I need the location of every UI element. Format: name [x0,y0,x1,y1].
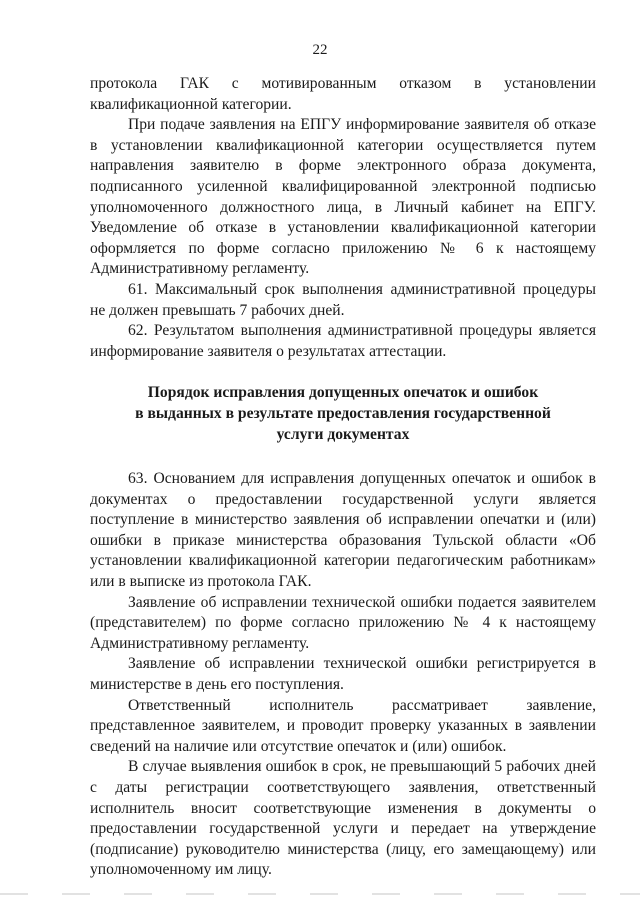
paragraph-errors-found: В случае выявления ошибок в срок, не превышающий 5 рабочих дней с даты регистрации соответствующего заявления, ответственный исполнитель вносит соответствующие изменения в документы о предоставлении государственной услуги и передает на утверждение (подписание) руководителю министерства (лицу, его замещающему) или уполномоченному им лицу. [90,758,596,879]
paragraphs-after-heading [90,469,596,881]
paragraph-62: 62. Результатом выполнения административной процедуры является информирование заявителя о результатах аттестации. [90,322,596,360]
section-heading-line-1: Порядок исправления допущенных опечаток и ошибок [147,384,539,402]
paragraph-epgu-notice: При подаче заявления на ЕПГУ информирование заявителя об отказе в установлении квалификационной категории осуществляется путем направления заявителю в форме электронного образа документа, подписанного усиленной квалифицированной электронной подписью уполномоченного должностного лица, в Личный кабинет на ЕПГУ. Уведомление об отказе в установлении квалификационной категории оформляется по форме согласно приложению № 6 к настоящему Административному регламенту. [90,116,596,278]
document-body [90,74,596,881]
scan-edge-artifact [0,893,640,895]
paragraph-error-application: Заявление об исправлении технической ошибки подается заявителем (представителем) по форме согласно приложению № 4 к настоящему Административному регламенту. [90,593,596,652]
paragraph-error-registration: Заявление об исправлении технической ошибки регистрируется в министерстве в день его поступления. [90,655,596,694]
paragraphs-before-heading [90,74,596,362]
section-heading-line-2: в выданных в результате предоставления государственной [135,404,551,422]
section-heading [90,383,596,445]
paragraph-61: 61. Максимальный срок выполнения административной процедуры не должен превышать 7 рабочих дней. [90,280,596,319]
page-number: 22 [312,42,328,58]
paragraph-executor-review: Ответственный исполнитель рассматривает заявление, представленное заявителем, и проводит проверку указанных в заявлении сведений на наличие или отсутствие опечаток и (или) ошибок. [90,696,596,755]
paragraph-continuation: протокола ГАК с мотивированным отказом в установлении квалификационной категории. [90,75,596,113]
section-heading-line-3: услуги документах [276,425,410,443]
paragraph-63: 63. Основанием для исправления допущенных опечаток и ошибок в документах о предоставлении государственной услуги является поступление в министерство заявления об исправлении опечатки и (или) ошибки в приказе министерства образования Тульской области «Об установлении квалификационной категории педагогическим работникам» или в выписке из протокола ГАК. [90,470,596,591]
